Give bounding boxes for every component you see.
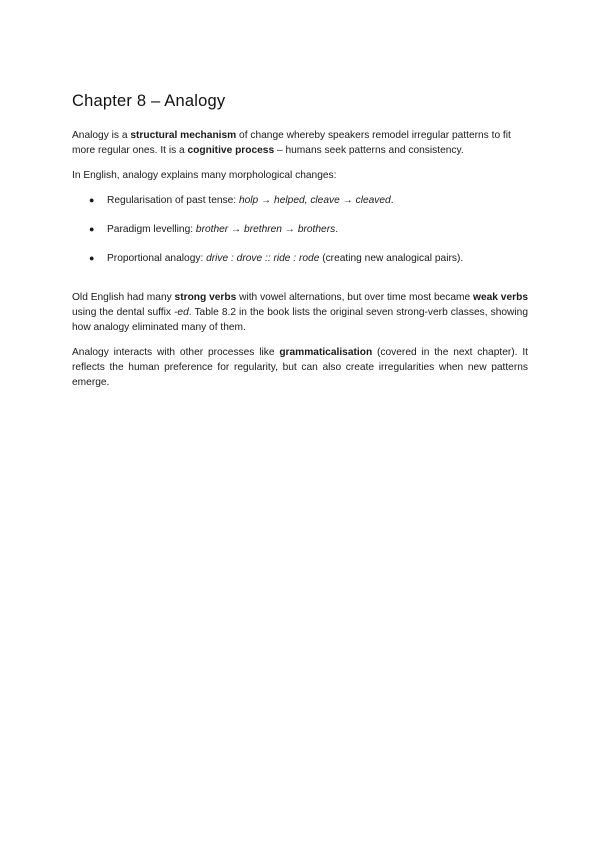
list-item-example: drive : drove :: ride : rode (206, 253, 320, 264)
bullet-list (72, 193, 528, 266)
para3-text-2: (covered in the next chapter). It reflects the human preference for regularity, but can also create irregularities when new patterns emerge. (72, 347, 528, 388)
list-item-tail: (creating new analogical pairs). (319, 253, 464, 264)
para2-text-4: . Table 8.2 in the book lists the original seven strong-verb classes, showing how analogy eliminated many of them. (72, 307, 528, 333)
intro-bold-structural-mechanism: structural mechanism (130, 130, 237, 141)
list-item-tail: . (390, 195, 394, 206)
para2-text-2: with vowel alternations, but over time most became (236, 292, 474, 303)
chapter-title: Chapter 8 – Analogy (72, 92, 226, 110)
para2-italic-suffix: -ed (174, 307, 189, 318)
intro-text-3: – humans seek patterns and consistency. (274, 145, 464, 156)
list-item-label: Proportional analogy: (107, 253, 207, 264)
list-item-label: Regularisation of past tense: (107, 195, 239, 206)
document-page (72, 92, 528, 400)
lead-paragraph: In English, analogy explains many morphological changes: (72, 170, 337, 181)
list-item-tail: . (335, 224, 339, 235)
bullet-icon: ● (89, 195, 95, 205)
para3-bold-grammaticalisation: grammaticalisation (279, 347, 373, 358)
para2-text-3: using the dental suffix (72, 307, 175, 318)
list-item-paradigm-levelling (72, 222, 528, 237)
intro-text-1: Analogy is a (72, 130, 131, 141)
intro-paragraph (72, 128, 528, 158)
intro-text-2: of change whereby speakers remodel irregular patterns to fit more regular ones. It is a (72, 130, 511, 156)
list-item-label: Paradigm levelling: (107, 224, 196, 235)
intro-bold-cognitive-process: cognitive process (187, 145, 275, 156)
para2-text-1: Old English had many (72, 292, 175, 303)
bullet-icon: ● (89, 253, 95, 263)
list-item-example: holp → helped, cleave → cleaved (238, 195, 391, 206)
list-item-regularisation (72, 193, 528, 208)
bullet-icon: ● (89, 224, 95, 234)
para2-bold-weak-verbs: weak verbs (473, 292, 528, 303)
grammaticalisation-paragraph (72, 345, 528, 390)
list-item-proportional-analogy (72, 251, 528, 266)
strong-verbs-paragraph (72, 290, 528, 335)
list-item-example: brother → brethren → brothers (195, 224, 336, 235)
para3-text-1: Analogy interacts with other processes like (72, 347, 280, 358)
para2-bold-strong-verbs: strong verbs (174, 292, 237, 303)
